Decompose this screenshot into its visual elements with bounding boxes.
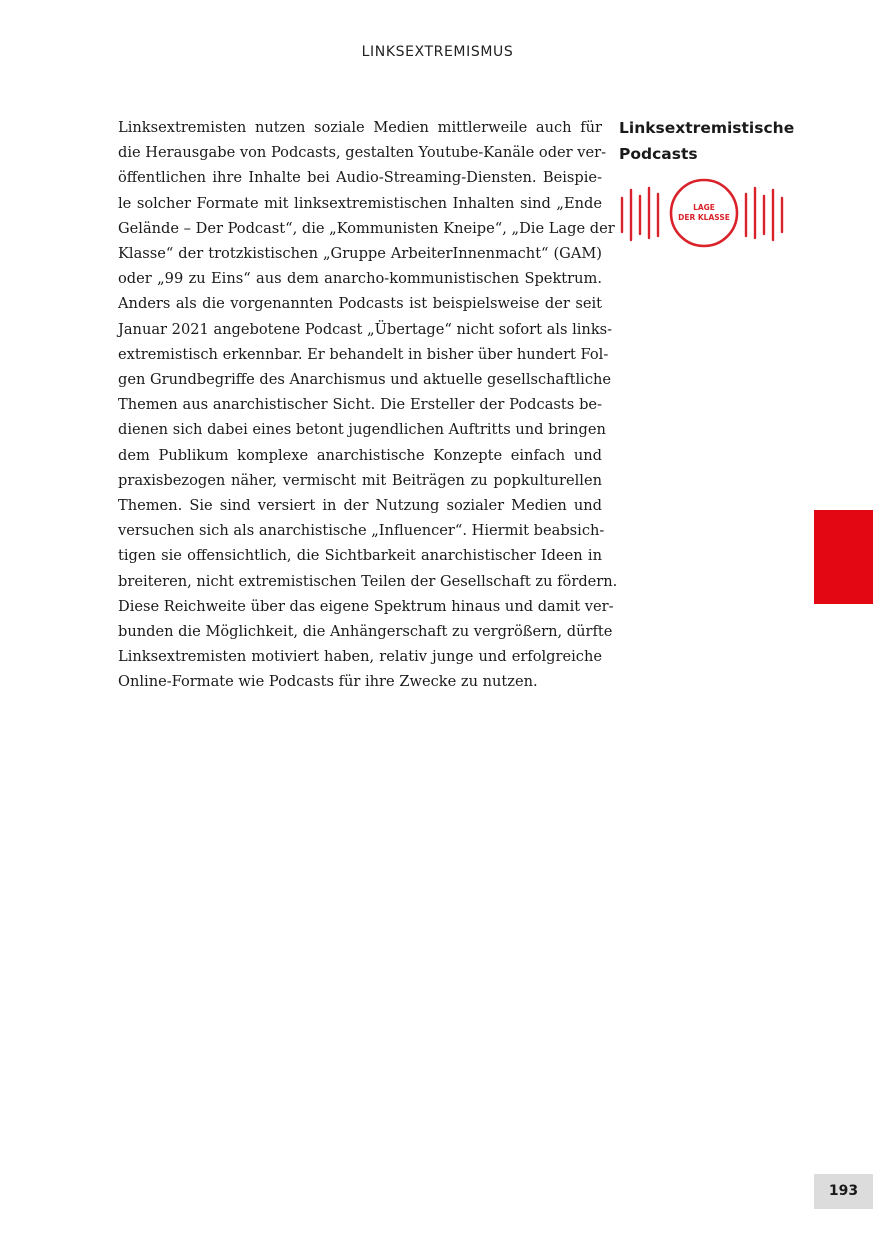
body-line: breiteren, nicht extremistischen Teilen der Gesellschaft zu fördern.	[118, 572, 618, 590]
body-line: Januar 2021 angebotene Podcast „Übertage“ nicht sofort als links-	[118, 320, 613, 338]
lage-der-klasse-logo	[618, 176, 790, 250]
body-paragraph	[118, 115, 618, 695]
body-line: Linksextremisten nutzen soziale Medien mittlerweile auch für	[118, 119, 602, 136]
body-line: tigen sie offensichtlich, die Sichtbarkeit anarchistischer Ideen in	[118, 547, 602, 565]
running-header: LINKSEXTREMISMUS	[361, 44, 514, 60]
body-line: die Herausgabe von Podcasts, gestalten Youtube-Kanäle oder ver-	[118, 144, 607, 162]
body-line: Diese Reichweite über das eigene Spektrum hinaus und damit ver-	[118, 597, 614, 615]
page-number: 193	[814, 1174, 873, 1209]
body-line: oder „99 zu Eins“ aus dem anarcho-kommunistischen Spektrum.	[118, 270, 602, 288]
body-line: Themen aus anarchistischer Sicht. Die Ersteller der Podcasts be-	[118, 396, 602, 414]
body-line: praxisbezogen näher, vermischt mit Beiträgen zu popkulturellen	[118, 471, 602, 489]
logo-text-bottom: DER KLASSE	[678, 213, 730, 222]
body-line: le solcher Formate mit linksextremistischen Inhalten sind „Ende	[118, 194, 602, 212]
margin-heading-line: Podcasts	[619, 145, 698, 163]
margin-heading	[619, 115, 839, 167]
body-line: Themen. Sie sind versiert in der Nutzung sozialer Medien und	[118, 497, 602, 515]
body-line: Klasse“ der trotzkistischen „Gruppe ArbeiterInnenmacht“ (GAM)	[118, 245, 602, 263]
body-line: Online-Formate wie Podcasts für ihre Zwecke zu nutzen.	[118, 673, 538, 691]
body-line: dem Publikum komplexe anarchistische Konzepte einfach und	[118, 446, 602, 464]
logo-text-top: LAGE	[693, 203, 715, 212]
body-line: bunden die Möglichkeit, die Anhängerschaft zu vergrößern, dürfte	[118, 623, 613, 641]
body-line: Linksextremisten motiviert haben, relativ junge und erfolgreiche	[118, 648, 602, 666]
chapter-thumb-tab	[814, 510, 873, 604]
body-line: gen Grundbegriffe des Anarchismus und aktuelle gesellschaftliche	[118, 371, 612, 389]
body-line: Gelände – Der Podcast“, die „Kommunisten Kneipe“, „Die Lage der	[118, 219, 615, 237]
body-line: dienen sich dabei eines betont jugendlichen Auftritts und bringen	[118, 421, 606, 439]
body-line: öffentlichen ihre Inhalte bei Audio-Streaming-Diensten. Beispie-	[118, 169, 602, 187]
margin-heading-line: Linksextremistische	[619, 119, 795, 137]
body-line: Anders als die vorgenannten Podcasts ist beispielsweise der seit	[118, 295, 602, 313]
body-line: versuchen sich als anarchistische „Influencer“. Hiermit beabsich-	[118, 522, 605, 540]
body-line: extremistisch erkennbar. Er behandelt in bisher über hundert Fol-	[118, 345, 609, 363]
